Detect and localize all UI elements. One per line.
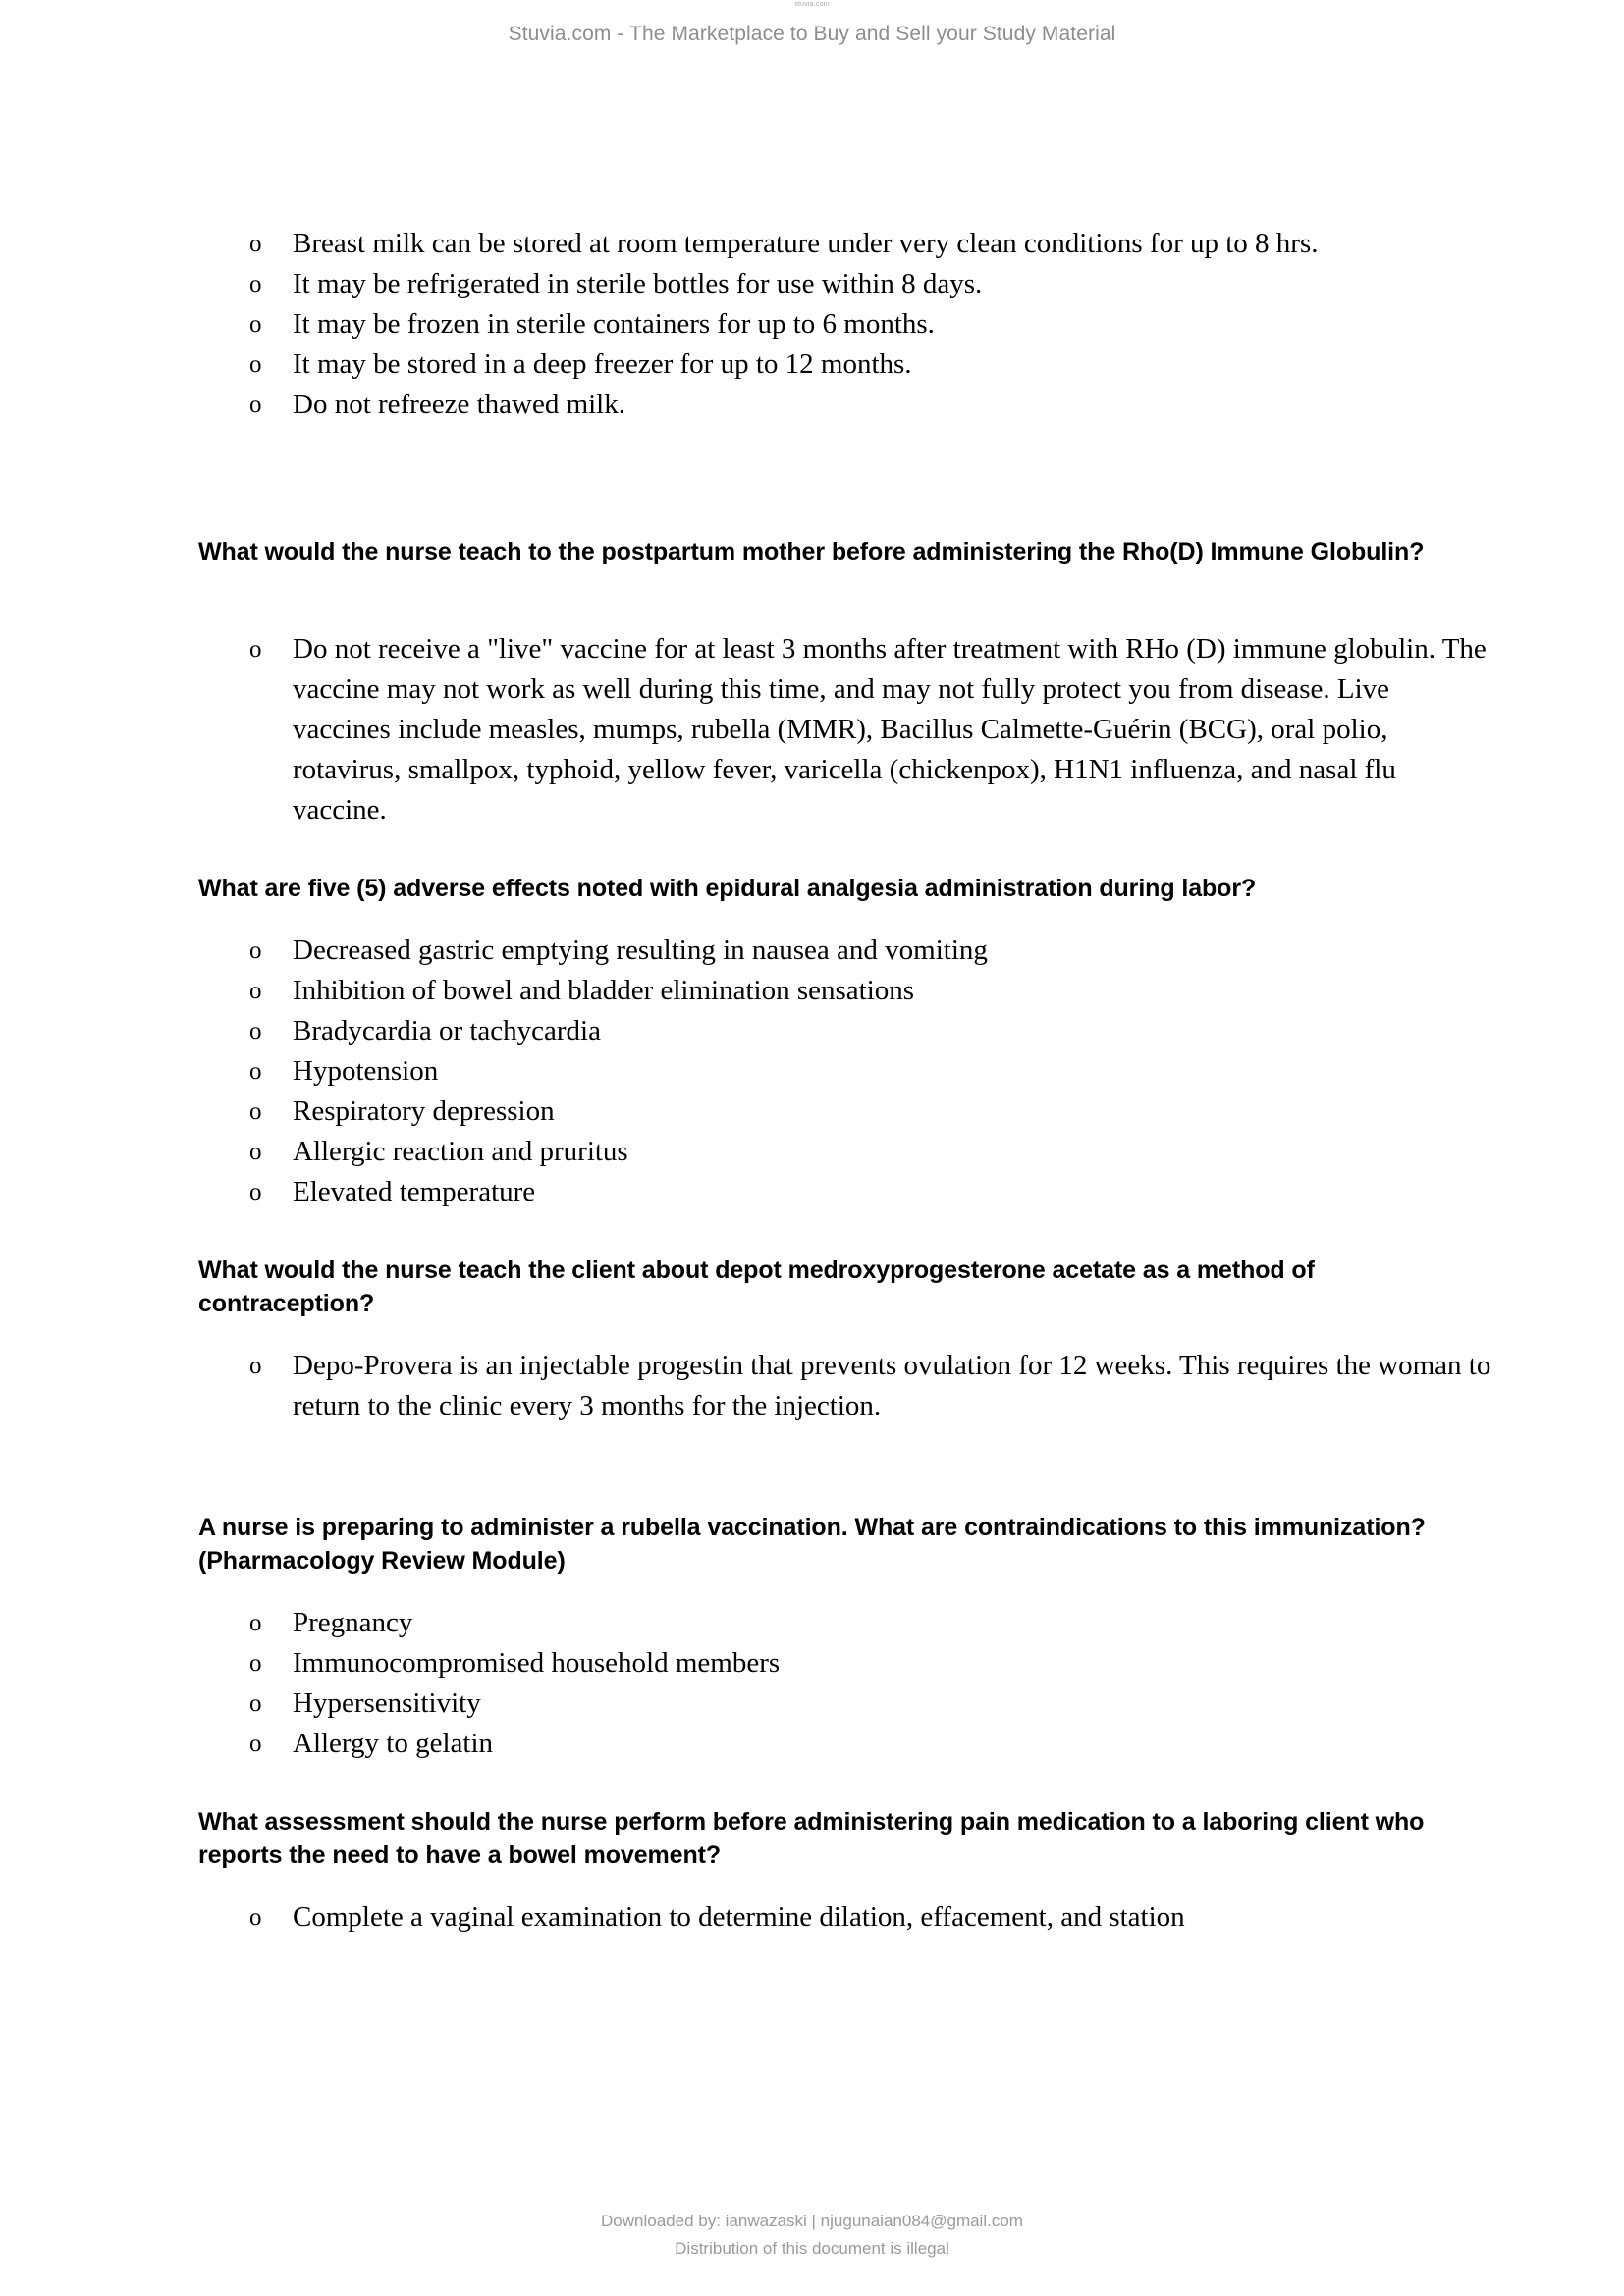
- list-item: o Hypotension: [198, 1051, 1494, 1092]
- spacer: [198, 1320, 1494, 1346]
- list-item: o Bradycardia or tachycardia: [198, 1011, 1494, 1051]
- bullet-list-rubella: [198, 1603, 1494, 1764]
- list-item: o It may be stored in a deep freezer for up to 12 months.: [198, 345, 1494, 385]
- spacer: [198, 905, 1494, 931]
- bullet-list-depot-provera: [198, 1346, 1494, 1426]
- list-item: o Allergic reaction and pruritus: [198, 1132, 1494, 1172]
- spacer: [198, 1426, 1494, 1511]
- document-content: [198, 224, 1494, 1938]
- question-heading-pain-assessment: What assessment should the nurse perform before administering pain medication to a laboring client who reports the need to have a bowel movement?: [198, 1808, 1425, 1869]
- list-item: o Do not refreeze thawed milk.: [198, 385, 1494, 425]
- list-item: o Depo-Provera is an injectable progestin that prevents ovulation for 12 weeks. This requires the woman to return to the clinic every 3 months for the injection.: [198, 1346, 1494, 1426]
- list-item: o Hypersensitivity: [198, 1683, 1494, 1724]
- spacer: [198, 1872, 1494, 1897]
- list-item: o Complete a vaginal examination to determine dilation, effacement, and station: [198, 1897, 1494, 1938]
- downloaded-by-text: Downloaded by: ianwazaski | njugunaian084@gmail.com: [601, 2212, 1023, 2230]
- list-item: o Respiratory depression: [198, 1092, 1494, 1132]
- question-heading-epidural: What are five (5) adverse effects noted with epidural analgesia administration during labor?: [198, 875, 1257, 902]
- bullet-list-pain-assessment: [198, 1897, 1494, 1938]
- spacer: [198, 830, 1494, 872]
- bullet-list-rho-d: [198, 629, 1494, 830]
- list-item: o It may be refrigerated in sterile bottles for use within 8 days.: [198, 264, 1494, 304]
- spacer: [198, 1577, 1494, 1603]
- bullet-list-milk-storage: [198, 224, 1494, 425]
- list-item: o Inhibition of bowel and bladder elimination sensations: [198, 971, 1494, 1011]
- list-item: o Breast milk can be stored at room temperature under very clean conditions for up to 8 hrs.: [198, 224, 1494, 264]
- page-footer: [0, 2208, 1624, 2263]
- list-item: o Elevated temperature: [198, 1172, 1494, 1212]
- spacer: [198, 1212, 1494, 1254]
- site-banner: Stuvia.com - The Marketplace to Buy and Sell your Study Material: [508, 23, 1116, 45]
- question-heading-depot-provera: What would the nurse teach the client about depot medroxyprogesterone acetate as a method of contraception?: [198, 1256, 1315, 1317]
- question-heading-rubella: A nurse is preparing to administer a rubella vaccination. What are contraindications to this immunization? (Pharmacology Review Module): [198, 1514, 1426, 1575]
- spacer: [198, 568, 1494, 629]
- list-item: o Do not receive a "live" vaccine for at least 3 months after treatment with RHo (D) immune globulin. The vaccine may not work as well during this time, and may not fully protect you from disease. Live vaccines include measles, mumps, rubella (MMR), Bacillus Calmette-Guérin (BCG), oral polio, rotavirus, smallpox, typhoid, yellow fever, varicella (chickenpox), H1N1 influenza, and nasal flu vaccine.: [198, 629, 1494, 830]
- spacer: [198, 1764, 1494, 1805]
- list-item: o Pregnancy: [198, 1603, 1494, 1643]
- distribution-notice: Distribution of this document is illegal: [675, 2239, 949, 2258]
- spacer: [198, 425, 1494, 535]
- question-heading-rho-d: What would the nurse teach to the postpartum mother before administering the Rho(D) Immune Globulin?: [198, 538, 1425, 565]
- bullet-list-epidural: [198, 931, 1494, 1212]
- list-item: o Decreased gastric emptying resulting in nausea and vomiting: [198, 931, 1494, 971]
- list-item: o Allergy to gelatin: [198, 1724, 1494, 1764]
- tiny-watermark: stuvia.com: [794, 1, 830, 8]
- list-item: o Immunocompromised household members: [198, 1643, 1494, 1683]
- list-item: o It may be frozen in sterile containers for up to 6 months.: [198, 304, 1494, 345]
